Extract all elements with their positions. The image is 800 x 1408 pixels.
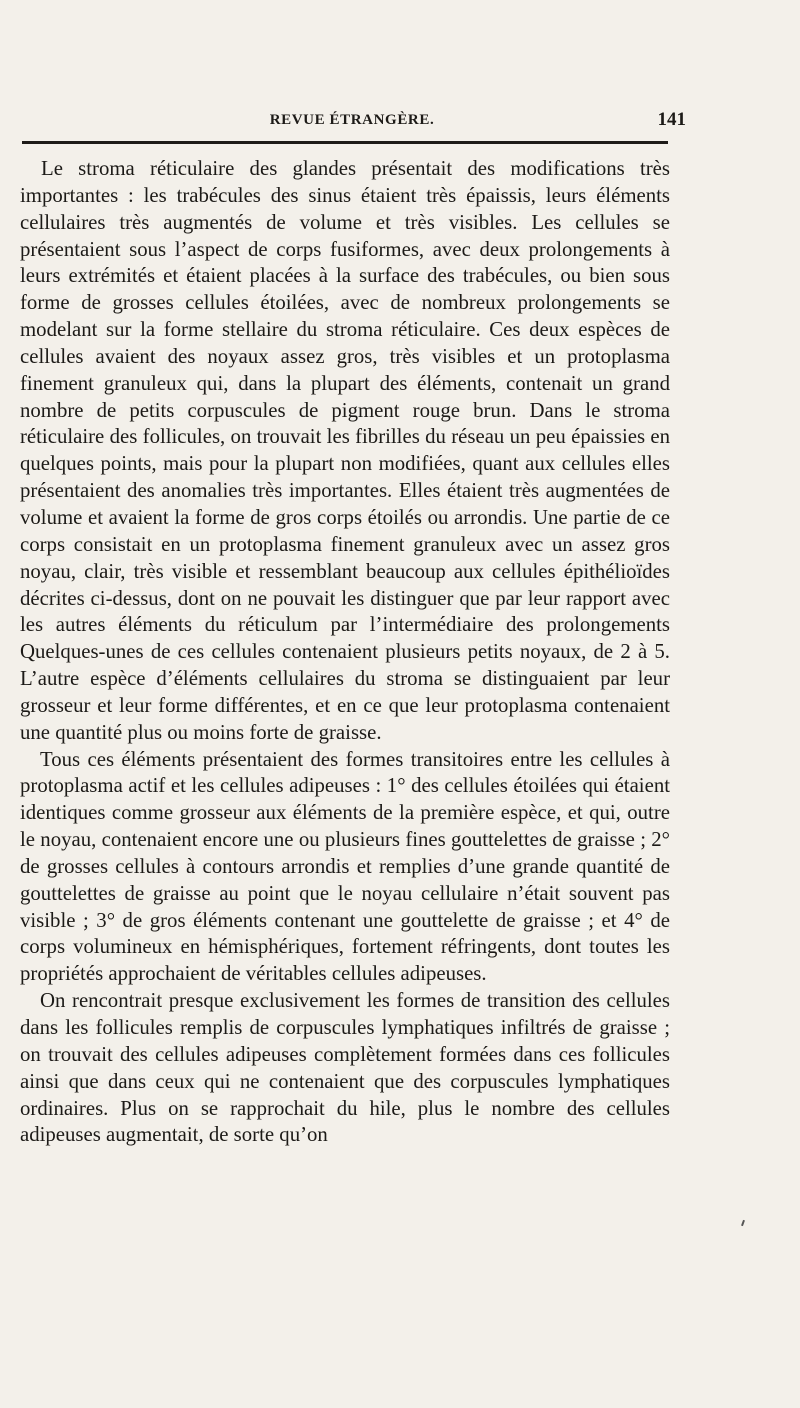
paragraph-stroma: Le stroma réticulaire des glandes présentait des modifications très importantes : les trabécules des sinus étaient très épaissis, leurs éléments cellulaires très augmentés de volume et très visibles. Les cellules se présentaient sous l’aspect de corps fusiformes, avec deux prolongements à leurs extrémités et étaient placées à la surface des trabécules, ou bien sous forme de grosses cellules étoilées, avec de nombreux prolongements se modelant sur la forme stellaire du stroma réticulaire. Ces deux espèces de cellules avaient des noyaux assez gros, très visibles et un protoplasma finement granuleux qui, dans la plupart des éléments, contenait un grand nombre de petits corpuscules de pigment rouge brun. Dans le stroma réticulaire des follicules, on trouvait les fibrilles du réseau un peu épaissies en quelques points, mais pour la plupart non modifiées, quant aux cellules elles présentaient des anomalies très importantes. Elles étaient très augmentées de volume et avaient la forme de gros corps étoilés ou arrondis. Une partie de ce corps consistait en un protoplasma finement granuleux avec un assez gros noyau, clair, très visible et ressemblant beaucoup aux cellules épithélioïdes décrites ci-dessus, dont on ne pouvait les distinguer que par leur rapport avec les autres éléments du réticulum par l’intermédiaire des prolongements Quelques-unes de ces cellules contenaient plusieurs petits noyaux, de 2 à 5. L’autre espèce d’éléments cellulaires du stroma se distinguaient par leur grosseur et leur forme différentes, et en ce que leur protoplasma contenaient une quantité plus ou moins forte de graisse. (20, 157, 670, 744)
running-title: REVUE ÉTRANGÈRE. (269, 112, 435, 128)
paragraph-follicles: On rencontrait presque exclusivement les formes de transition des cellules dans les follicules remplis de corpuscules lymphatiques infiltrés de graisse ; on trouvait des cellules adipeuses complètement formées dans ces follicules ainsi que dans ceux qui ne contenaient que des corpuscules lymphatiques ordinaires. Plus on se rapprochait du hile, plus le nombre des cellules adipeuses augmentait, de sorte qu’on (20, 989, 670, 1147)
running-header (18, 108, 686, 138)
body-text (20, 156, 670, 1149)
margin-speck (741, 1220, 745, 1226)
page-number: 141 (657, 109, 686, 130)
header-rule (22, 141, 668, 144)
paragraph-transitional-forms: Tous ces éléments présentaient des formes transitoires entre les cellules à protoplasma actif et les cellules adipeuses : 1° des cellules étoilées qui étaient identiques comme grosseur aux éléments de la première espèce, et qui, outre le noyau, contenaient encore une ou plusieurs fines gouttelettes de graisse ; 2° de grosses cellules à contours arrondis et remplies d’une grande quantité de gouttelettes de graisse au point que le noyau cellulaire n’était souvent pas visible ; 3° de gros éléments contenant une gouttelette de graisse ; et 4° de corps volumineux en hémisphériques, fortement réfringents, dont toutes les propriétés approchaient de véritables cellules adipeuses. (20, 747, 670, 986)
